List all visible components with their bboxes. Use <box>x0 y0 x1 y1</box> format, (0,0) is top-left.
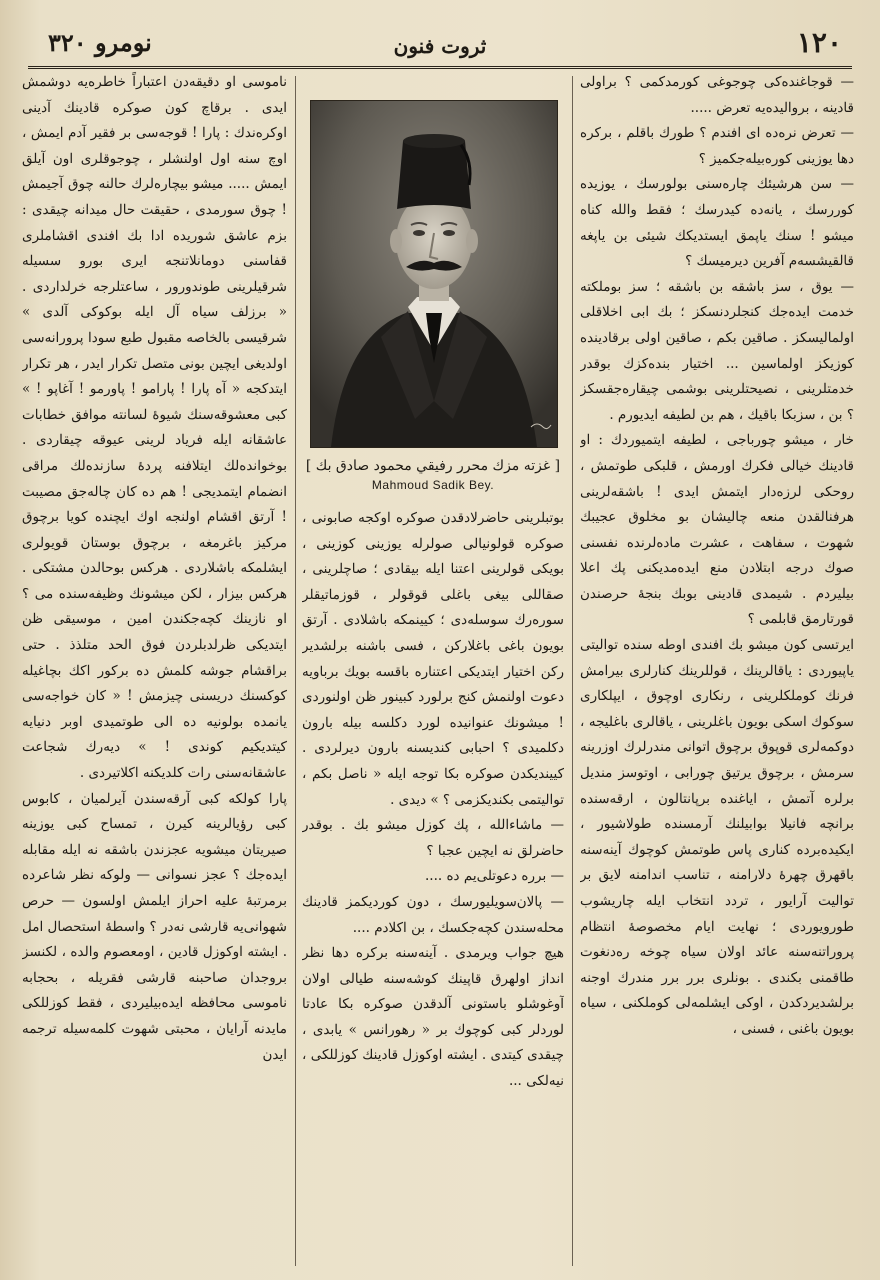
column-divider <box>295 76 296 1266</box>
paragraph: — برره دعوتلى‌يم ده .... <box>425 868 564 885</box>
column-divider <box>572 76 573 1266</box>
paragraph: — قوجاغنده‌كى چوجوغى كورمدكمى ؟ براولى قادينه ، برواليده‌يه تعرض ..... <box>580 74 854 116</box>
paragraph: — يوق ، سز باشقه بن باشقه ؛ سز بوملكته خدمت ايده‌جك كنجلردنسكز ؛ بك ابى اخلاقلى اولماليسكز . صاقين بكم ، صاقين اولى برقادينده كوزيكز اولماسين ... اختيار بنده‌كزك بوقدر خدمتلرينى ، نصيحتلرينى بوشمى چيقاره‌جقسكز ؟ بن ، سزبكا باقيك ، هم بن لطيفه ايديورم . <box>580 278 854 423</box>
text-column-right <box>580 70 854 1270</box>
paragraph: — ماشاءالله ، پك كوزل ميشو بك . بوقدر حاضرلق نه ايچين عجبا ؟ <box>302 817 564 859</box>
page-number: ١٢٠ <box>796 26 842 59</box>
paragraph: بوتبلرينى حاضرلادقدن صوكره اوكجه صابونى ، صوكره قولونيالى صولرله يوزينى كوزينى ، بويكى قولرينى اعتنا ايله بيقادى ؛ صاچلرينى ، صقاللى بيغى باغلى قوقولر ، قوزماتيقلر سوره‌رك سوسله‌دى ؛ كيينمكه باشلادى . آرتق بويون باغى باغلاركن ، فسى باشنه برلشدير ركن اختيار ايتديكى اعتناره باقسه بويك برباويه دعوت اولنمش كنج برلورد كبينور ظن اولنوردى ! ميشونك عنوانيده لورد دكلسه بيله بارون دكلميدى ؟ احبابى كنديسنه بارون ديرلردى . كيينديكدن صوكره بكا توجه ايله « ناصل بكم ، تواليتمى بكنديكزمى ؟ » ديدى . <box>302 510 564 808</box>
portrait-photo <box>310 100 558 448</box>
photo-caption-ottoman: [ غزته مزك محرر رفيقي محمود صادق بك ] <box>305 458 561 474</box>
photo-caption-latin: Mahmoud Sadik Bey. <box>371 478 495 492</box>
paragraph: ايرتسى كون ميشو بك افندى اوطه سنده تواليتى ياپيوردى : ياقالرينك ، قوللرينك كنارلرى بيرامش فرنك كوملكلرينى ، رنكارى اوچوق ، ايپلكارى سوكوك اسكى بويون باغلرينى ، ياقالرى باغليجه ، دوكمه‌لرى قوپوق برچوق اتوانى مندرلرك اوزرينه سرمش ، برچوق يرتيق چورابى ، اوتوسز منديل برلره آتمش ، اياغنده برپانتالون ، ارقه‌سنده برانچه فانيلا بوابيلنك آرمسنده طولاشيور ، ايكيده‌برده كنارى پاس طوتمش كوچوك آينه‌سنه باقهرق چهرهٔ دلارامنه ، تناسب اندامنه لايق بر تواليت آرايور ، تردد انتخاب ايله چاريشوب طورويوردى ؛ نهايت ايام مخصوصهٔ انتظام پروراتنه‌سنه عائد اولان سياه چوخه ره‌دنغوت طاقمنى بكندى . بونلرى برر برر مندرك اوجنه برلشديردكدن ، اوكى ايشلمه‌لى كوملكنى ، سياه بويون باغنى ، فسنى ، <box>580 637 854 1037</box>
paragraph: — تعرض نره‌ده اى افندم ؟ طورك باقلم ، بركره دها يوزينى كوره‌بيله‌جكميز ؟ <box>580 125 854 167</box>
page-header <box>28 24 852 64</box>
paragraph: — سن هرشيئك چاره‌سنى بولورسك ، يوزيده كوررسك ، يانه‌ده كيدرسك ؛ فقط والله كناه ميشو ! سنك ياپمق ايستديكك شيئى بن ياپغه قالقيشسه‌م آفرين ديرميسك ؟ <box>580 176 854 270</box>
paragraph: خار ، ميشو چورباجى ، لطيفه ايتميوردك : او قادينك خيالى فكرك اورمش ، قلبكى طوتمش ، روحكى لرزه‌دار ايتمش ايدى ! باشقه‌لرينى هرفنالقدن منعه چاليشان بو مخلوق عجيبك شهوت ، سفاهت ، عشرت ماده‌لرنده نفسنى صوك درجه ابتلادن منع ايده‌مديكنى پك اعلا بيليردم . شيمدى قادينى بوبك بنجهٔ حرصندن قورتارمق قابلمى ؟ <box>580 432 854 628</box>
header-rule <box>28 66 852 69</box>
text-column-left <box>22 70 287 1270</box>
paragraph: ناموسى او دقيقه‌دن اعتباراً خاطره‌يه دوشمش ايدى . برقاچ كون صوكره قادينك آدينى اوكره‌ندك : پارا ! قوجه‌سى بر فقير آدم ايمش ، اوچ سنه اول اولنشلر ، چوجوقلرى اون آيلق ايمش ..... ميشو بيچاره‌لرك حالنه چوق آجيمش ! چوق سورمدى ، حقيقت حال ميدانه چيقدى : بزم عاشق شوريده ادا بك افندى اقشاملرى قفاسنى دومانلاتنجه ايرى بورو سسيله شرقيلرينى طوندورور ، ساعتلرجه خرلداردى . « برزلف سياه آل ايله بوكوكى آلدى » شرقيسى بالخاصه مقبول طبع سودا پرورانه‌سى اولديغى ايچين بونى متصل تكرار ايدر ، هر تكرار ايتدكجه « آه پارا ! پارامو ! پاورمو ! آغاپو ! » كبى معشوقه‌سنك شيوهٔ لسانته موافق خطابات عاشقانه ايله فرياد لرينى عيوقه چيقاردى . بوخوانده‌لك ايتلافنه پردهٔ سازنده‌لك مراقى انضمام ايتمديجى ! هم ده كان چاله‌جق مصيبت ! آرتق اقشام اولنجه اوك ايچنده كويا برچوق مركيز باغرمغه ، برچوق بوستان قويولرى ايشلمكه باشلاردى . هركس بوحالدن مشتكى . هركس بيزار ، لكن ميشونك وظيفه‌سنده مى ؟ او نازينك كچه‌جكندن امين ، موسيقى ظن ايتديكى ظرلدبلردن فوق الحد متلذذ . حتى براقشام جوشه كلمش ده بركور اكك بچاغيله كوكسنك دريسنى چيزمش ! « كان خواجه‌سى يانمده بولونيه ده الى طوتميدى اوبر دنيايه كيتديكيم كوندى ! » ديه‌رك شجاعت عاشقانه‌سنى رات كلديكنه اكلاتيردى . <box>22 74 287 782</box>
paragraph: پارا كولكه كبى آرقه‌سندن آيرلميان ، كابوس كبى رؤيالرينه كيرن ، تمساح كبى يوزينه صيريتان ميشويه عجزندن باشقه نه ايله مقابله ايده‌جك ؟ عجز نسوانى — ولوكه نظر شاعرده برمرتبهٔ عليه احراز ايلمش اولسون — حرص شهوانى‌يه قارشى نه‌در ؟ واسطهٔ استحصال امل . ايشته اوكوزل قادين ، اومعصوم والده ، لكنسز بروجدان صاحبنه قارشى فقريله ، بحجابه ناموسى محافظه ايده‌بيليردى ، فقط كوزللكى مايدنه آرايان ، محبتى شهوت كلمه‌سيله ترجمه ايدن <box>22 790 287 1063</box>
paragraph: هيچ جواب ويرمدى . آينه‌سنه بركره دها نظر انداز اولهرق قاپينك كوشه‌سنه طيالى اولان آوغوشلو باستونى آلدقدن صوكره بكا عادتا لوردلر كبى كوچوك بر « رهورانس » يابدى ، چيقدى كيتدى . ايشته اوكوزل قادينك كوزللكى ، نيه‌لكى ... <box>302 945 564 1090</box>
text-column-middle <box>302 506 564 1270</box>
journal-title: ثروت فنون <box>393 34 487 58</box>
issue-number: نومرو ٣٢٠ <box>48 28 152 57</box>
paragraph: — پالان‌سويليورسك ، دون كورديكمز قادينك محله‌سندن كچه‌جكسك ، بن اكلادم .... <box>302 893 564 936</box>
